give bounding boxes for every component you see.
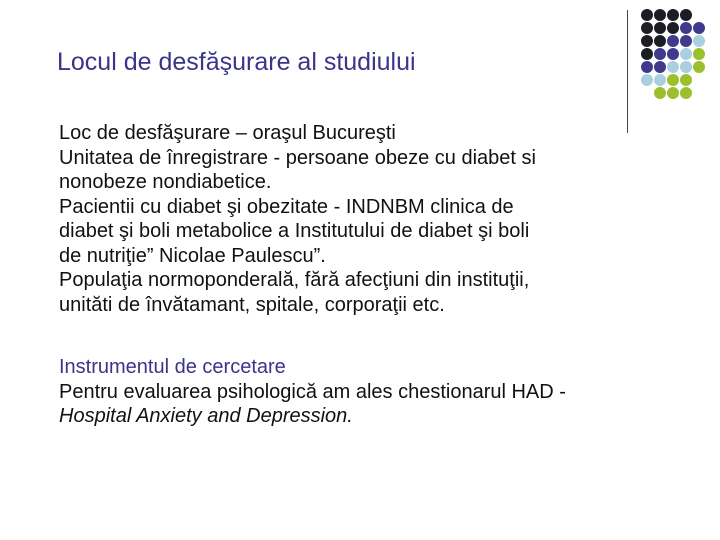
body-line: nonobeze nondiabetice. <box>59 171 272 193</box>
decorative-dot <box>654 9 666 21</box>
decorative-dot <box>641 74 653 86</box>
decorative-dot <box>641 87 653 99</box>
decorative-dot <box>667 35 679 47</box>
decorative-dot <box>667 61 679 73</box>
decorative-dot <box>667 87 679 99</box>
decorative-dot <box>654 87 666 99</box>
decorative-dot <box>654 74 666 86</box>
decorative-dot <box>641 61 653 73</box>
decorative-dot <box>641 22 653 34</box>
decorative-dot <box>667 48 679 60</box>
decorative-dot <box>680 61 692 73</box>
divider-line <box>627 10 628 133</box>
decorative-dot <box>693 35 705 47</box>
decorative-dot <box>693 9 705 21</box>
body-line: Populaţia normoponderală, fără afecţiuni din instituţii, <box>59 269 530 291</box>
section-heading: Instrumentul de cercetare <box>59 356 286 378</box>
decorative-dot <box>693 22 705 34</box>
decorative-dot <box>680 48 692 60</box>
decorative-dot <box>680 22 692 34</box>
decorative-dot <box>693 61 705 73</box>
decorative-dot <box>641 9 653 21</box>
decorative-dot <box>667 74 679 86</box>
decorative-dot <box>654 61 666 73</box>
dot-grid-decoration <box>641 9 706 100</box>
slide-title: Locul de desfăşurare al studiului <box>57 48 416 76</box>
body-line: Pacientii cu diabet şi obezitate - INDNBM clinica de <box>59 195 514 218</box>
body-line: unităti de învătamant, spitale, corporaţii etc. <box>59 293 445 316</box>
decorative-dot <box>654 22 666 34</box>
decorative-dot <box>680 9 692 21</box>
decorative-dot <box>693 87 705 99</box>
decorative-dot <box>667 9 679 21</box>
body-line: Loc de desfăşurare – oraşul Bucureşti <box>59 122 396 144</box>
decorative-dot <box>654 48 666 60</box>
decorative-dot <box>680 87 692 99</box>
body-line: Unitatea de înregistrare - persoane obeze cu diabet si <box>59 146 536 169</box>
decorative-dot <box>667 22 679 34</box>
body-line: Pentru evaluarea psihologică am ales chestionarul HAD - <box>59 380 566 403</box>
body-line: diabet şi boli metabolice a Institutului de diabet şi boli <box>59 220 530 242</box>
decorative-dot <box>680 35 692 47</box>
body-line-italic: Hospital Anxiety and Depression. <box>59 405 353 427</box>
body-line: de nutriţie” Nicolae Paulescu”. <box>59 244 326 267</box>
decorative-dot <box>693 74 705 86</box>
decorative-dot <box>654 35 666 47</box>
slide-body <box>59 121 659 429</box>
decorative-dot <box>680 74 692 86</box>
decorative-dot <box>641 48 653 60</box>
decorative-dot <box>641 35 653 47</box>
decorative-dot <box>693 48 705 60</box>
